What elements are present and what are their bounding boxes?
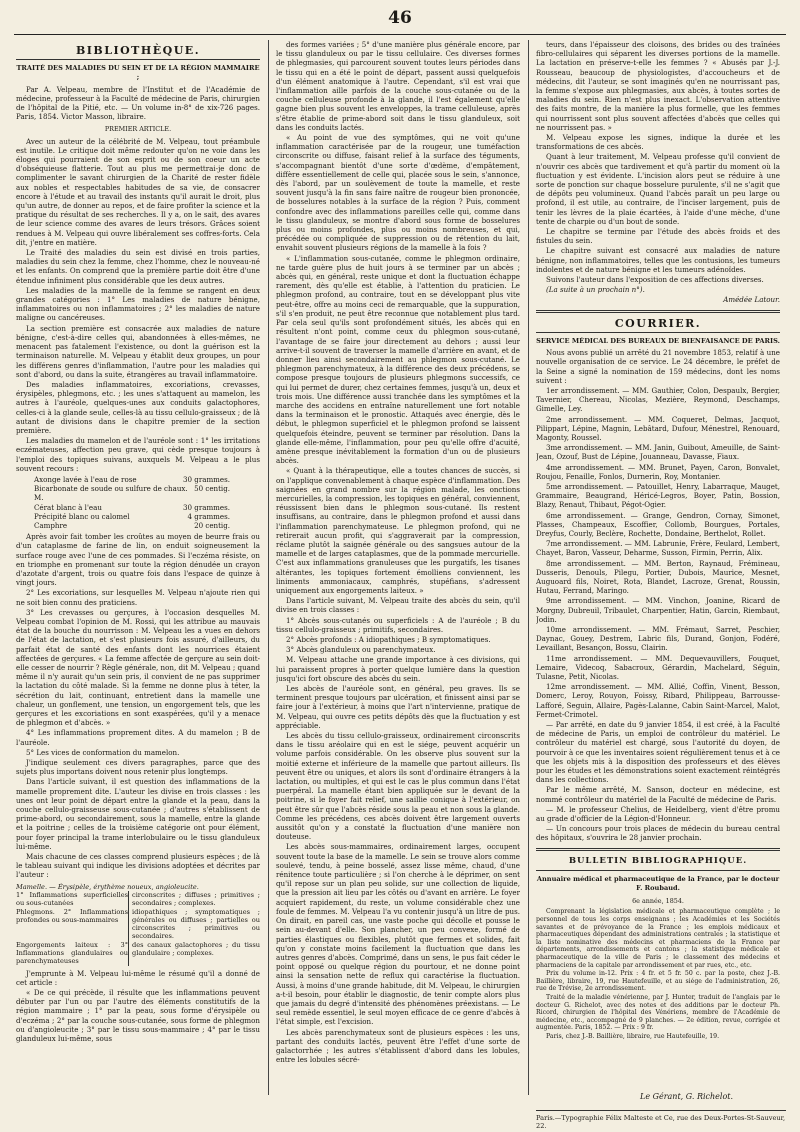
paragraph: 4° Les inflammations proprement dites. A du mamelon ; B de l'auréole. — [16, 728, 260, 747]
classification-row: 1° Inflammations superficielles ou sous-cutanées circonscrites ; diffuses ; primitives ; secondaires ; complexes. — [16, 890, 260, 908]
article-title: TRAITÉ DES MALADIES DU SEIN ET DE LA RÉGION MAMMAIRE ; — [16, 64, 260, 82]
section-title: BIBLIOTHÈQUE. — [75, 44, 201, 57]
divider — [16, 59, 260, 60]
paragraph: Quant à leur traitement, M. Velpeau professe qu'il convient de n'ouvrir ces abcès que tardivement et qu'à partir du moment où la fluctuation y est évidente. L'incision alors peut se réduire à une sorte de ponction sur chaque bosselure purulente, s'il ne s'agit que de dépôts peu volumineux. Quand l'abcès paraît un peu large ou profond, il est utile, au contraire, de l'inciser largement, puis de tenir les lèvres de la plaie écartées, à l'aide d'une mèche, d'une tente de charpie ou d'un bout de sonde. — [536, 152, 780, 226]
paragraph: Mais chacune de ces classes comprend plusieurs espèces ; de là le tableau suivant qui indique les divisions adoptées et décrites par l'auteur : — [16, 852, 260, 880]
paragraph: « Au point de vue des symptômes, qui ne voit qu'une inflammation caractérisée par de la rougeur, une tuméfaction circonscrite ou diffuse, faisant relief à la surface des téguments, s'accompagnant bientôt d'une sorte d'œdème, d'empâtement, diffère essentiellement de celle qui, placée sous le sein, s'annonce, dès l'abord, par un soulèvement de toute la mamelle, et reste souvent jusqu'à la fin sans faire naître de rougeur bien prononcée, de bosselures notables à la surface de la région ? Puis, comment confondre avec des inflammations pareilles celle qui, comme dans le tissu glanduleux, se montre d'abord sous forme de bosselures plus ou moins profondes, plus ou moins nombreuses, et qui, précédée ou compliquée de suppression ou de rétention du lait, envahit souvent plusieurs régions de la mamelle à la fois ? — [276, 133, 520, 253]
prescription — [34, 475, 260, 530]
paragraph: « L'inflammation sous-cutanée, comme le phlegmon ordinaire, ne tarde guère plus de huit jours à se terminer par un abcès ; abcès qui, en général, reste unique et dont la fluctuation échappe rarement, dès qu'elle est établie, à l'attention du praticien. Le phlegmon profond, au contraire, tout en se développant plus vite peut-être, offre au moins ceci de remarquable, que la suppuration, s'il s'en produit, ne peut être reconnue que notablement plus tard. Par cela seul qu'ils sont profondément situés, les abcès qui en résultent n'ont point, comme ceux du phlegmon sous-cutané, l'avantage de se faire jour directement au dehors ; aussi leur arrive-t-il souvent de traverser la mamelle d'arrière en avant, et de donner lieu ainsi secondairement au phlegmon sous-cutané. Le phlegmon parenchymateux, à la différence des deux précédens, se compose presque toujours de plusieurs phlegmons successifs, ce qui lui permet de durer, chez certaines femmes, jusqu'à un, deux et trois mois. Une différence aussi tranchée dans les symptômes et la marche des accidens en entraîne naturellement une fort notable dans la terminaison et le pronostic. Attaqués avec énergie, dès le début, le phlegmon superficiel et le phlegmon profond se laissent quelquefois éteindre, peuvent se terminer par résolution. Dans la glande elle-même, l'inflammation, pour peu qu'elle offre d'acuité, amène presque inévitablement la formation d'un ou de plusieurs abcès. — [276, 253, 520, 466]
biblio-entry-place: Paris, chez J.-B. Baillière, libraire, rue Hautefeuille, 19. — [546, 1032, 720, 1040]
paragraph: J'indique seulement ces divers paragraphes, parce que des sujets plus importans doivent nous retenir plus longtemps. — [16, 758, 260, 777]
gerant-signature: Le Gérant, G. Richelot. — [640, 1092, 734, 1101]
paragraph: 2° Abcès profonds : A idiopathiques ; B symptomatiques. — [286, 635, 491, 644]
column-separator — [268, 40, 269, 1095]
paragraph: M. Velpeau expose les signes, indique la durée et les transformations de ces abcès. — [536, 133, 780, 152]
paragraph: Les abcès sous-mammaires, ordinairement larges, occupent souvent toute la base de la mamelle. Le sein se trouve alors comme soulevé, tendu, à peine bosselé, assez lisse même, chaud, d'une rénitence toute particulière ; si l'on cherche à le déprimer, on sent qu'il repose sur un plan peu solide, sur une collection de liquide, que la pression ait lieu par les côtés ou d'avant en arrière. Le foyer acquiert rapidement, du reste, un volume considérable chez une foule de femmes. M. Velpeau l'a vu contenir jusqu'à un litre de pus. On dirait, en pareil cas, une vaste poche qui décolle et pousse le sein au-devant d'elle. Son plancher, un peu convexe, formé de parties élastiques ou flexibles, plutôt que fermes et solides, fait qu'on y constate moins facilement la fluctuation que dans les autres genres d'abcès. Comprimé, dans un sens, le pus fait céder le point opposé ou quelque région du pourtour, et ne donne point ainsi la sensation nette de reflux qui caractérise la fluctuation. Aussi, à moins d'une grande habitude, dit M. Velpeau, le chirurgien a-t-il besoin, pour établir le diagnostic, de tenir compte alors plus que jamais du degré d'intensité des phénomènes préexistans. — Le seul remède essentiel, le seul moyen efficace de ce genre d'abcès à l'état simple, est l'excision. — [276, 842, 520, 1027]
paragraph: Le chapitre se termine par l'étude des abcès froids et des fistules du sein. — [536, 227, 780, 246]
paragraph: 7me arrondissement. — MM. Labrunie, Frère, Feulard, Lembert, Chayet, Baron, Vasseur, Deharme, Susson, Firmin, Perrin, Alix. — [536, 539, 780, 558]
paragraph: Dans l'article suivant, M. Velpeau traite des abcès du sein, qu'il divise en trois classes : — [276, 596, 520, 615]
divider — [536, 310, 780, 313]
column-3 — [536, 40, 780, 1088]
to-be-continued: (La suite à un prochain n°). — [546, 285, 645, 295]
paragraph: Nous avons publié un arrêté du 21 novembre 1853, relatif à une nouvelle organisation de ce service. Le 24 décembre, le préfet de la Seine a signé la nomination de 159 médecins, dont les noms suivent : — [536, 348, 780, 385]
paragraph: — Un concours pour trois places de médecin du bureau central des hôpitaux, s'ouvrira le 28 janvier prochain. — [536, 824, 780, 843]
biblio-entry: Traité de la maladie vénérienne, par J. Hunter, traduit de l'anglais par le docteur G. Richelot, avec des notes et des additions par le docteur Ph. Ricord, chirurgien de l'hôpital des Vénériens, membre de l'Académie de médecine, etc., accompagné de 9 planches. — 2e édition, revue, corrigée et augmentée. Paris, 1852. — Prix : 9 fr. — [536, 994, 780, 1032]
biblio-entry-year: 6e année, 1854. — [632, 897, 684, 906]
prescription-line: Axonge lavée à l'eau de rose 30 grammes. — [34, 474, 230, 484]
paragraph: Avec un auteur de la célébrité de M. Velpeau, tout préambule est inutile. Le critique doit même redouter qu'on ne voie dans les éloges qui pourraient de son esprit ou de son coeur un acte d'obséquieuse flatterie. Tout au plus me permettrai-je donc de complimenter le savant chirurgien de la Charité de rester fidèle aux nobles et respectables habitudes de sa vie, de consacrer encore à l'étude et au travail des instants qu'il aurait le droit, plus qu'un autre, de donner au repos, et de faire profiter la science et la pratique du résultat de ses recherches. Il y a, on le sait, des avares de leur science comme des avares de leurs trésors. Grâces soient rendues à M. Velpeau qui ouvre libéralement ses coffres-forts. Cela dit, j'entre en matière. — [16, 136, 260, 247]
paragraph: — Par arrêté, en date du 9 janvier 1854, il est créé, à la Faculté de médecine de Paris, un emploi de contrôleur du matériel. Le contrôleur du matériel est chargé, sous l'autorité du doyen, de pourvoir à ce que les inventaires soient régulièrement tenus et à ce que les objets mis à la disposition des professeurs et des élèves pour les études et les démonstrations soient exactement réintégrés dans les collections. — [536, 720, 780, 785]
printer-footer: Paris.—Typographie Félix Malteste et Ce, rue des Deux-Portes-St-Sauveur, 22. — [536, 1110, 786, 1130]
column-separator — [528, 40, 529, 1095]
paragraph: 11me arrondissement. — MM. Dequevauvillers, Fouquet, Lemaire, Videcoq, Sabacroux, Gérardin, Machelard, Séguin, Tulasne, Petit, Nicolas. — [536, 653, 780, 681]
paragraph: Après avoir fait tomber les croûtes au moyen de beurre frais ou d'un cataplasme de farine de lin, on enduit soigneusement la surface rouge avec l'une de ces pommades. Si l'eczéma résiste, on en triomphe en promenant sur toute la région dénudée un crayon d'azotate d'argent, trois ou quatre fois dans l'espace de quinze à vingt jours. — [16, 532, 260, 588]
paragraph: Les maladies de la mamelle de la femme se rangent en deux grandes catégories : 1° Les maladies de nature bénigne, inflammatoires ou non inflammatoires ; 2° les maladies de nature maligne ou cancéreuses. — [16, 285, 260, 323]
paragraph: Les abcès parenchymateux sont de plusieurs espèces : les uns, partant des conduits lactés, peuvent être l'effet d'une sorte de galactorrhée ; les autres s'établissent d'abord dans les lobules, entre les lobules sécré- — [276, 1027, 520, 1065]
paragraph: 2° Les excoriations, sur lesquelles M. Velpeau n'ajoute rien qui ne soit bien connu des praticiens. — [16, 588, 260, 607]
article-part-label: PREMIER ARTICLE. — [104, 125, 172, 134]
courrier-title: COURRIER. — [614, 316, 702, 330]
divider — [536, 332, 780, 333]
paragraph: des formes variées ; 5° d'une manière plus générale encore, par le tissu glanduleux ou par le tissu cellulaire. Ces diverses formes de phlegmasies, qui parcourent souvent toutes leurs périodes dans le tissu qui en a été le point de départ, passent aussi quelquefois d'un élément anatomique à l'autre. Cependant, s'il est vrai que l'inflammation aille parfois de la couche sous-cutanée ou de la couche celluleuse profonde à la glande, il l'est également qu'elle gagne bien plus souvent les enveloppes, la trame celluleuse, après s'être établie de prime-abord soit dans le tissu glanduleux, soit dans les conduits lactés. — [276, 40, 520, 132]
paragraph: Les maladies du mamelon et de l'auréole sont : 1° les irritations eczémateuses, affection peu grave, qui cède presque toujours à l'emploi des topiques suivans, auxquels M. Velpeau a le plus souvent recours : — [16, 436, 260, 473]
paragraph: 10me arrondissement. — MM. Frémaut, Sarret, Peschier, Daynac, Gouey, Destrem, Labric fils, Durand, Gonjon, Fodéré, Levaillant, Besançon, Bossu, Clairin. — [536, 624, 780, 653]
page-number: 46 — [388, 8, 412, 28]
paragraph: 1er arrondissement. — MM. Gauthier, Colon, Despaulx, Bergier, Tavernier, Chereau, Nicolas, Mezière, Reymond, Deschamps, Gimelle, Ley. — [536, 385, 780, 414]
prescription-line: Précipité blanc ou calomel 4 grammes. — [34, 511, 230, 521]
paragraph: 3me arrondissement. — MM. Janin, Guibout, Ameuille, de Saint-Jean, Ozouf, Bust de Lépine, Jouanneau, Davasse, Fiaux. — [536, 443, 780, 462]
author-signature: Amédée Latour. — [723, 295, 780, 305]
paragraph: « Quant à la thérapeutique, elle a toutes chances de succès, si on l'applique convenablement à chaque espèce d'inflammation. Des saignées en grand nombre sur la région malade, les onctions mercurielles, la compression, les topiques en général, conviennent, réussissent bien dans le phlegmon sous-cutané. Ils restent insuffisans, au contraire, dans le phlegmon profond et aussi dans l'inflammation parenchymateuse. Le phlegmon profond, qui ne retirerait aucun profit, qui s'aggraverait par la compression, réclame plutôt la saignée générale ou des sangsues autour de la mamelle et de larges cataplasmes, que de la pommade mercurielle. C'est aux inflammations granuleuses que les purgatifs, les tisanes altérantes, les topiques fortement émolliens conviennent, les liniments ammoniacaux, camphrés, stupéfians, s'adressent uniquement aux engorgements laiteux. » — [276, 466, 520, 595]
paragraph: Les abcès du tissu cellulo-graisseux, ordinairement circonscrits dans le tissu aréolaire qui en est le siége, peuvent acquérir un volume parfois considérable. On les observe plus souvent sur la moitié externe et inférieure de la mamelle que partout ailleurs. Ils peuvent être ou uniques, et alors ils sont d'ordinaire étrangers à la lactation, ou multiples, et qui est le cas le plus commun dans l'état puerpéral. La mamelle étant bien appliquée sur le devant de la poitrine, si le foyer fait relief, une saillie conique à l'extérieur, on peut être sûr que l'abcès réside sous la peau et non sous la glande. Comme les précédens, ces abcès doivent être largement ouverts aussitôt qu'on y a constaté la fluctuation d'une manière non douteuse. — [276, 731, 520, 842]
paragraph: Des maladies inflammatoires, excoriations, crevasses, érysipèles, phlegmons, etc. ; les unes s'attaquent au mamelon, les autres à l'auréole, quelques-unes aux conduits galactophores, celles-ci à la glande seule, celles-là au tissu cellulo-graisseux ; de là autant de divisions dans le chapitre premier de la section première. — [16, 379, 260, 435]
paragraph: 4me arrondissement. — MM. Brunet, Payen, Caron, Bonvalet, Roujou, Fenaille, Fonlos, Durnerin, Roy, Montanier. — [536, 462, 780, 481]
paragraph: Les abcès de l'auréole sont, en général, peu graves. Ils se terminent presque toujours par ulcération, et finissent ainsi par se faire jour à l'extérieur, à moins que l'art n'intervienne, pratique de M. Velpeau, qui ouvre ces petits dépôts dès que la fluctuation y est appréciable. — [276, 684, 520, 730]
top-rule — [14, 34, 786, 35]
paragraph: 6me arrondissement. — Grange, Gendron, Cornay, Simonet, Plasses, Champeaux, Escoffier, Collomb, Bourgues, Portales, Dreyfus, Courly, Beclère, Rochette, Dondaine, Berthelot, Rollet. — [536, 510, 780, 538]
paragraph: 5me arrondissement. — Patouillet, Henry, Labarraque, Mauget, Grammaire, Beaugrand, Héricé-Legros, Boyer, Patin, Bossion, Blazy, Renaut, Thibaut, Pégot-Ogier. — [536, 481, 780, 510]
paragraph: 5° Les vices de conformation du mamelon. — [26, 747, 180, 757]
paragraph: 1° Abcès sous-cutanés ou superficiels : A de l'auréole ; B du tissu cellulo-graisseux ; primitifs, secondaires. — [276, 615, 520, 634]
paragraph: Le Traité des maladies du sein est divisé en trois parties, maladies du sein chez la femme, chez l'homme, chez le nouveau-né et les enfants. On comprend que la première partie doit être d'une étendue infiniment plus considérable que les deux autres. — [16, 248, 260, 285]
paragraph: 2me arrondissement. — MM. Coqueret, Delmas, Jacquot, Pilippart, Lépine, Magnin, Lebâtard, Dufour, Ménestrel, Renouard, Magonty, Roussel. — [536, 414, 780, 442]
paragraph: 12me arrondissement. — MM. Allié, Coffin, Vinent, Besson, Domerc, Leroy, Rouyon, Foissy, Ribard, Philippeau, Barrousse-Lafforé, Seguin, Allaire, Pagès-Lalanne, Cabin Saint-Marcel, Malot, Fermet-Crimotel. — [536, 682, 780, 719]
prescription-line: Bicarbonate de soude ou sulfure de chaux. 50 centig. — [34, 484, 230, 494]
paragraph: Suivons l'auteur dans l'exposition de ces affections diverses. — [546, 275, 764, 285]
classification-row: Phlegmons. 2° Inflammations profondes ou sous-mammaires idiopathiques ; symptomatiques ; générales ou diffuses ; partielles ou circonscrites ; primitives ou secondaires. — [16, 907, 260, 941]
paragraph: — M. le professeur Chelius, de Heidelberg, vient d'être promu au grade d'officier de la Légion-d'Honneur. — [536, 804, 780, 824]
paragraph: « De ce qui précède, il résulte que les inflammations peuvent débuter par l'un ou par l'autre des éléments constitutifs de la région mammaire ; 1° par la peau, sous forme d'érysipèle ou d'eczéma ; 2° par la couche sous-cutanée, sous forme de phlegmon ou d'angioleucite ; 3° par le tissu sous-mammaire ; 4° par le tissu glanduleux lui-même, sous — [16, 988, 260, 1044]
divider — [536, 848, 780, 851]
paragraph: 3° Abcès glanduleux ou parenchymateux. — [286, 645, 436, 655]
courrier-subtitle: SERVICE MÉDICAL DES BUREAUX DE BIENFAISANCE DE PARIS. — [536, 336, 780, 345]
biblio-entry-text: Comprenant la législation médicale et pharmaceutique complète ; le personnel de tous les corps enseignans ; les Académies et les Sociétés savantes et de prévoyance de la France ; les emplois médicaux et pharmaceutiques dépendant des administrations centrales ; la statistique et la liste nominative des médecins et pharmaciens de la France par départements, arrondissements et cantons ; la statistique médicale et pharmaceutique de la ville de Paris ; le classement des médecins et pharmaciens de la capitale par arrondissement et par rues, etc., etc. — [536, 908, 780, 969]
paragraph: 9me arrondissement. — MM. Vinchon, Joanine, Ricard de Morgny, Dubreuil, Tribaulet, Charpentier, Hatin, Garcin, Riembaut, Jodin. — [536, 596, 780, 624]
biblio-entry-title: Annuaire médical et pharmaceutique de la France, par le docteur F. Roubaud. — [536, 874, 780, 893]
prescription-line: Camphre 20 centig. — [34, 520, 230, 530]
classification-row: Engorgements laiteux : 3° Inflammations glandulaires ou parenchymateuses des canaux galactophores ; du tissu glandulaire ; complexes. — [16, 940, 260, 966]
prescription-line: M. — [34, 493, 44, 503]
paragraph: Le chapitre suivant est consacré aux maladies de nature bénigne, non inflammatoires, telles que les contusions, les tumeurs indolentes et de nature bénigne et les tumeurs adénoïdes. — [536, 246, 780, 274]
paragraph: teurs, dans l'épaisseur des cloisons, des brides ou des traînées fibro-cellulaires qui séparent les diverses portions de la mamelle. La lactation en préserve-t-elle les femmes ? « Abusés par J.-J. Rousseau, beaucoup de physiologistes, d'accoucheurs et de médecins, dit l'auteur, se sont imaginés qu'en ne nourrissant pas, la femme s'expose aux phlegmasies, aux abcès, à toutes sortes de maladies du sein. Rien n'est plus inexact. L'observation attentive des faits montre, de la manière la plus formelle, que les femmes qui nourrissent sont plus souvent affectées d'abcès que celles qui ne nourrissent pas. » — [536, 40, 780, 132]
divider — [536, 870, 780, 871]
article-byline: Par A. Velpeau, membre de l'Institut et de l'Académie de médecine, professeur à la Faculté de médecine de Paris, chirurgien de l'hôpital de la Pitié, etc. — Un volume in-8° de xix-726 pages. Paris, 1854. Victor Masson, libraire. — [16, 84, 260, 122]
paragraph: J'emprunte à M. Velpeau lui-même le résumé qu'il a donné de cet article : — [16, 968, 260, 987]
paragraph: La section première est consacrée aux maladies de nature bénigne, c'est-à-dire celles qui, abandonnées à elles-mêmes, ne menacent pas fatalement l'existence, ou dont la guérison est la terminaison naturelle. M. Velpeau y établit deux groupes, un pour les différens genres d'inflammation, l'autre pour les maladies qui sont d'abord, ou dans la suite, étrangères au travail inflammatoire. — [16, 323, 260, 379]
paragraph: Par le même arrêté, M. Sanson, docteur en médecine, est nommé contrôleur du matériel de la Faculté de médecine de Paris. — [536, 785, 780, 804]
paragraph: 3° Les crevasses ou gerçures, à l'occasion desquelles M. Velpeau combat l'opinion de M. Rossi, qui les attribue au mauvais état de la bouche du nourrisson : M. Velpeau les a vues en dehors de l'état de lactation, et s'est plusieurs fois assuré, d'ailleurs, du parfait état de santé des enfants dont les nourrices étaient affectées de gerçures. « La femme affectée de gerçure au sein doit-elle cesser de nourrir ? Règle générale, non, dit M. Velpeau ; quand même il n'y aurait qu'un sein pris, il convient de ne pas supprimer la lactation du côté malade. Si la femme ne donne plus à téter, la sécrétion du lait, continuant, entretient dans la mamelle une chaleur, un gonflement, une tension, un engorgement tels, que les gerçures et les excoriations en sont exaspérées, qu'il y a menace de phlegmon et d'abcès. » — [16, 607, 260, 728]
classification-heading: Mamelle. — Érysipèle, érythème noueux, angioleucite. — [16, 882, 199, 891]
paragraph: Dans l'article suivant, il est question des inflammations de la mamelle proprement dite. L'auteur les divise en trois classes : les unes ont leur point de départ entre la glande et la peau, dans la couche cellulo-graisseuse sous-cutanée ; d'autres s'établissent de prime-abord, ou secondairement, sous la mamelle, entre la glande et la poitrine ; celles de la troisième catégorie ont pour élément, pour foyer principal la trame interlobulaire ou le tissu glanduleux lui-même. — [16, 777, 260, 851]
bulletin-title: BULLETIN BIBLIOGRAPHIQUE. — [568, 855, 748, 866]
biblio-entry-price: Prix du volume in-12. Prix : 4 fr. et 5 fr. 50 c. par la poste, chez J.-B. Baillière, libraire, 19, rue Hautefeuille, et au siége de l'administration, 26, rue de Trévise, 2e arrondissement. — [536, 970, 780, 993]
column-1 — [16, 40, 260, 1090]
column-2 — [276, 40, 520, 1090]
prescription-line: Cérat blanc à l'eau 30 grammes. — [34, 502, 230, 512]
classification-table — [16, 883, 260, 966]
paragraph: 8me arrondissement. — MM. Berton, Raynaud, Frémineau, Dusseris, Denouls, Pilegu, Portier, Dubois, Maurice, Mesnet, Auguoard fils, Noiret, Rota, Blandet, Lacroze, Grenat, Roussin, Hutau, Ferrand, Maringo. — [536, 558, 780, 596]
paragraph: M. Velpeau attache une grande importance à ces divisions, qui lui paraissent propres à porter quelque lumière dans la question jusqu'ici fort obscure des abcès du sein. — [276, 655, 520, 683]
